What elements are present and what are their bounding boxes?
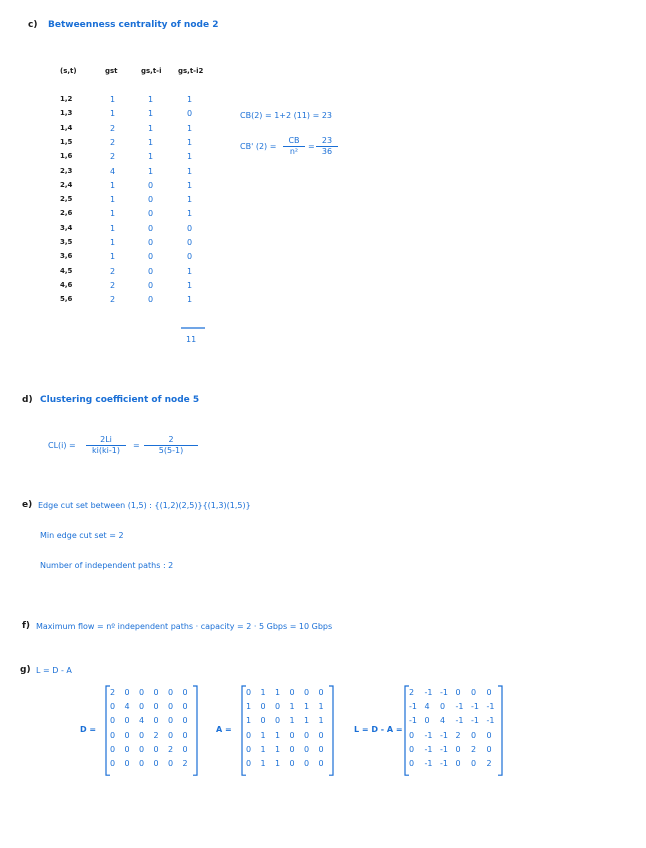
matrix-l-entry: -1	[440, 759, 448, 768]
matrix-d-entry: 0	[124, 744, 130, 754]
section-c-label: c)	[28, 20, 38, 30]
table-value-cell: 0	[148, 266, 154, 276]
matrix-l-entry: 0	[486, 730, 492, 740]
matrix-d-entry: 2	[182, 759, 188, 768]
matrix-d-entry: 0	[153, 759, 159, 768]
matrix-l-entry: -1	[440, 744, 448, 754]
table-value-cell: 0	[187, 238, 193, 247]
table-value-cell: 2	[110, 152, 116, 162]
fraction-numerator: 2	[144, 435, 198, 446]
matrix-d-entry: 0	[182, 702, 188, 712]
fraction-numerator: CB	[283, 136, 305, 147]
table-value-cell: 2	[110, 137, 116, 147]
matrix-a-entry: 0	[246, 744, 252, 754]
matrix-l-entry: 0	[424, 716, 430, 726]
matrix-a-entry: 1	[304, 702, 310, 712]
table-value-cell: 1	[187, 166, 193, 176]
matrix-d-entry: 0	[110, 744, 116, 754]
matrix-l-entry: 0	[471, 759, 477, 768]
matrix-l-entry: -1	[471, 702, 479, 712]
matrix-a-entry: 1	[260, 759, 266, 768]
matrix-a-entry: 1	[289, 716, 295, 726]
matrix-l-entry: 0	[409, 744, 415, 754]
table-value-cell: 1	[148, 166, 154, 176]
matrix-a-entry: 1	[318, 716, 324, 726]
clustering-fraction-2	[144, 435, 198, 456]
matrix-l-entry: 0	[409, 759, 415, 768]
table-pair-cell: 5,6	[60, 295, 73, 304]
matrix-l-entry: 0	[486, 744, 492, 754]
matrix-d-entry: 0	[124, 730, 130, 740]
matrix-d-entry: 0	[110, 759, 116, 768]
clustering-equals: =	[133, 441, 140, 450]
matrix-d-entry: 0	[153, 702, 159, 712]
matrix-d-right-bracket	[193, 686, 197, 775]
table-pair-cell: 4,6	[60, 280, 73, 289]
matrix-d-entry: 0	[182, 730, 188, 740]
table-value-cell: 4	[110, 166, 116, 176]
matrix-a-entry: 1	[260, 730, 266, 740]
matrix-a-entry: 0	[275, 702, 281, 712]
table-value-cell: 1	[110, 223, 116, 233]
matrix-d-entry: 0	[168, 716, 174, 726]
matrix-l-entry: -1	[424, 759, 433, 768]
table-pair-cell: 1,5	[60, 137, 73, 146]
section-e-label: e)	[22, 500, 33, 510]
table-value-cell: 1	[187, 95, 193, 104]
matrix-d-entry: 0	[153, 688, 159, 697]
matrix-a-entry: 0	[289, 730, 295, 740]
table-value-cell: 1	[187, 123, 193, 133]
matrix-a-label: A =	[216, 725, 232, 734]
matrix-l-label: L = D - A =	[354, 725, 403, 734]
matrix-a-entry: 0	[260, 702, 266, 712]
table-value-cell: 1	[110, 252, 116, 262]
table-value-cell: 2	[110, 280, 116, 290]
independent-paths: Number of independent paths : 2	[40, 561, 174, 570]
matrix-l-entry: -1	[424, 744, 433, 754]
matrix-a-entry: 0	[304, 744, 310, 754]
min-edge-cut: Min edge cut set = 2	[40, 531, 124, 540]
matrix-a-entry: 1	[289, 702, 295, 712]
matrix-l-entry: 2	[486, 759, 492, 768]
laplacian-definition: L = D - A	[36, 666, 72, 675]
table-value-cell: 1	[187, 180, 193, 190]
matrix-a-entry: 0	[318, 730, 324, 740]
cb-prime-fraction-1	[283, 136, 305, 157]
matrix-d-entry: 0	[182, 688, 188, 697]
matrix-d-entry: 0	[139, 759, 145, 768]
matrix-a-entry: 0	[318, 688, 324, 697]
matrix-d-entry: 0	[139, 744, 145, 754]
matrix-l-entry: 0	[455, 744, 461, 754]
cb-prime-lhs: CB' (2) =	[240, 142, 277, 151]
matrix-a-entry: 0	[260, 716, 266, 726]
table-pair-cell: 3,4	[60, 223, 73, 232]
matrix-l-entry: -1	[455, 702, 464, 712]
table-header: (s,t)	[60, 67, 77, 75]
matrix-l-entry: -1	[440, 730, 448, 740]
table-value-cell: 0	[148, 195, 154, 205]
table-value-cell: 1	[148, 152, 154, 162]
matrix-l-entry: -1	[455, 716, 464, 726]
matrix-a-entry: 0	[289, 759, 295, 768]
table-value-cell: 0	[187, 252, 193, 262]
table-value-cell: 0	[187, 109, 193, 119]
matrix-a-entry: 0	[304, 759, 310, 768]
table-value-cell: 1	[110, 109, 116, 119]
section-c-title: Betweenness centrality of node 2	[48, 20, 219, 30]
cb-prime-fraction-2	[316, 136, 338, 157]
matrix-d-entry: 0	[153, 716, 159, 726]
table-value-cell: 0	[148, 280, 154, 290]
matrix-a-entry: 1	[275, 730, 281, 740]
table-value-cell: 1	[187, 266, 193, 276]
matrix-l-entry: -1	[440, 688, 448, 697]
table-pair-cell: 1,2	[60, 95, 73, 103]
section-g-label: g)	[20, 665, 31, 675]
table-value-cell: 1	[110, 195, 116, 205]
matrix-a-entry: 1	[275, 688, 281, 697]
table-pair-cell: 2,4	[60, 180, 73, 189]
matrix-d-entry: 0	[124, 759, 130, 768]
matrix-a-entry: 0	[304, 688, 310, 697]
section-f-label: f)	[22, 621, 31, 631]
matrix-l-entry: 0	[440, 702, 446, 712]
matrix-d-label: D =	[80, 725, 97, 734]
table-pair-cell: 2,6	[60, 209, 73, 218]
matrix-d-entry: 0	[110, 730, 116, 740]
matrix-l-entry: 0	[471, 688, 477, 697]
table-value-cell: 0	[148, 209, 154, 219]
table-value-cell: 2	[110, 295, 116, 305]
table-value-cell: 0	[148, 223, 154, 233]
table-value-cell: 1	[187, 195, 193, 205]
table-value-cell: 1	[187, 209, 193, 219]
edge-cut-set: Edge cut set between (1,5) : {(1,2)(2,5)}{(1,3)(1,5)}	[38, 501, 251, 510]
matrix-l-entry: 2	[409, 688, 415, 697]
matrix-a-entry: 1	[246, 716, 252, 726]
matrix-a-entry: 0	[318, 759, 324, 768]
table-value-cell: 1	[187, 295, 193, 305]
matrix-l-entry: 0	[471, 730, 477, 740]
matrix-d-entry: 2	[153, 730, 159, 740]
matrix-d-entry: 0	[124, 688, 130, 697]
matrix-l-entry: -1	[409, 702, 417, 712]
matrix-l-entry: -1	[486, 702, 495, 712]
matrix-a-entry: 0	[275, 716, 281, 726]
table-pair-cell: 3,5	[60, 238, 73, 246]
matrix-l-entry: 2	[471, 744, 477, 754]
matrix-d-entry: 0	[168, 730, 174, 740]
matrix-l-entry: 2	[455, 730, 461, 740]
fraction-denominator: 5(5-1)	[158, 446, 184, 455]
table-header: gs,t-i	[141, 67, 162, 75]
table-value-cell: 1	[110, 238, 116, 247]
clustering-lhs: CL(i) =	[48, 441, 76, 450]
matrix-l-right-bracket	[498, 686, 502, 775]
matrix-l-entry: -1	[486, 716, 495, 726]
table-pair-cell: 1,4	[60, 123, 73, 132]
table-value-cell: 1	[110, 180, 116, 190]
matrix-l-entry: 0	[455, 688, 461, 697]
table-sum: 11	[186, 335, 197, 344]
table-value-cell: 1	[148, 137, 154, 147]
matrix-l-entry: 4	[424, 702, 430, 712]
matrix-l-entry: -1	[471, 716, 479, 726]
table-value-cell: 1	[148, 95, 154, 104]
matrix-d-entry: 0	[153, 744, 159, 754]
table-header: gs,t-i2	[178, 67, 204, 75]
matrix-l-entry: -1	[424, 688, 433, 697]
matrix-a-entry: 0	[318, 744, 324, 754]
matrix-a-entry: 0	[246, 688, 252, 697]
maximum-flow: Maximum flow = nº independent paths · capacity = 2 · 5 Gbps = 10 Gbps	[36, 622, 333, 631]
matrix-d-entry: 0	[139, 688, 145, 697]
section-d-title: Clustering coefficient of node 5	[40, 395, 200, 405]
matrix-d-entry: 0	[168, 702, 174, 712]
matrix-a-entry: 0	[246, 730, 252, 740]
matrix-d-entry: 0	[182, 744, 188, 754]
table-value-cell: 1	[110, 209, 116, 219]
table-pair-cell: 4,5	[60, 266, 73, 275]
table-value-cell: 1	[187, 137, 193, 147]
table-pair-cell: 2,3	[60, 166, 73, 175]
matrix-l-entry: -1	[409, 716, 417, 726]
matrix-d-entry: 2	[110, 688, 116, 697]
matrix-d-entry: 0	[124, 716, 130, 726]
matrix-a-right-bracket	[329, 686, 333, 775]
fraction-numerator: 23	[316, 136, 338, 147]
table-header: gst	[105, 67, 118, 75]
matrix-a-entry: 1	[260, 688, 266, 697]
section-d-label: d)	[22, 395, 33, 405]
matrix-a-entry: 1	[260, 744, 266, 754]
table-value-cell: 1	[187, 152, 193, 162]
table-value-cell: 0	[148, 252, 154, 262]
table-value-cell: 0	[148, 238, 154, 247]
table-pair-cell: 1,6	[60, 152, 73, 161]
matrix-a-entry: 1	[318, 702, 324, 712]
matrix-d-entry: 0	[182, 716, 188, 726]
table-value-cell: 1	[110, 95, 116, 104]
matrix-d-entry: 4	[139, 716, 145, 726]
matrix-a-entry: 1	[246, 702, 252, 712]
matrix-l-entry: -1	[424, 730, 433, 740]
table-value-cell: 0	[187, 223, 193, 233]
table-pair-cell: 2,5	[60, 195, 73, 204]
matrix-d-entry: 2	[168, 744, 174, 754]
table-value-cell: 0	[148, 295, 154, 305]
matrix-a-entry: 0	[289, 744, 295, 754]
matrix-l-entry: 4	[440, 716, 446, 726]
matrix-a-entry: 1	[275, 759, 281, 768]
matrix-d-entry: 0	[168, 688, 174, 697]
matrix-d-entry: 0	[110, 702, 116, 712]
table-pair-cell: 3,6	[60, 252, 73, 261]
cb-prime-equals: =	[308, 142, 315, 151]
matrix-d-entry: 4	[124, 702, 130, 712]
table-value-cell: 2	[110, 123, 116, 133]
matrix-d-entry: 0	[139, 730, 145, 740]
matrix-l-entry: 0	[486, 688, 492, 697]
table-value-cell: 0	[148, 180, 154, 190]
clustering-fraction-1	[86, 435, 126, 456]
fraction-denominator: 36	[321, 147, 333, 156]
matrix-a-entry: 1	[275, 744, 281, 754]
matrix-a-entry: 0	[246, 759, 252, 768]
matrix-l-entry: 0	[455, 759, 461, 768]
matrix-a-entry: 0	[289, 688, 295, 697]
matrix-a-entry: 0	[304, 730, 310, 740]
cb-equation: CB(2) = 1+2 (11) = 23	[240, 111, 333, 120]
table-pair-cell: 1,3	[60, 109, 73, 118]
matrix-d-entry: 0	[139, 702, 145, 712]
fraction-numerator: 2Li	[86, 435, 126, 446]
matrix-l-entry: 0	[409, 730, 415, 740]
fraction-denominator: n²	[289, 147, 299, 156]
matrix-a-entry: 1	[304, 716, 310, 726]
fraction-denominator: ki(ki-1)	[92, 446, 120, 455]
matrix-d-entry: 0	[110, 716, 116, 726]
table-value-cell: 1	[187, 280, 193, 290]
matrix-d-entry: 0	[168, 759, 174, 768]
table-value-cell: 2	[110, 266, 116, 276]
table-value-cell: 1	[148, 109, 154, 119]
table-value-cell: 1	[148, 123, 154, 133]
